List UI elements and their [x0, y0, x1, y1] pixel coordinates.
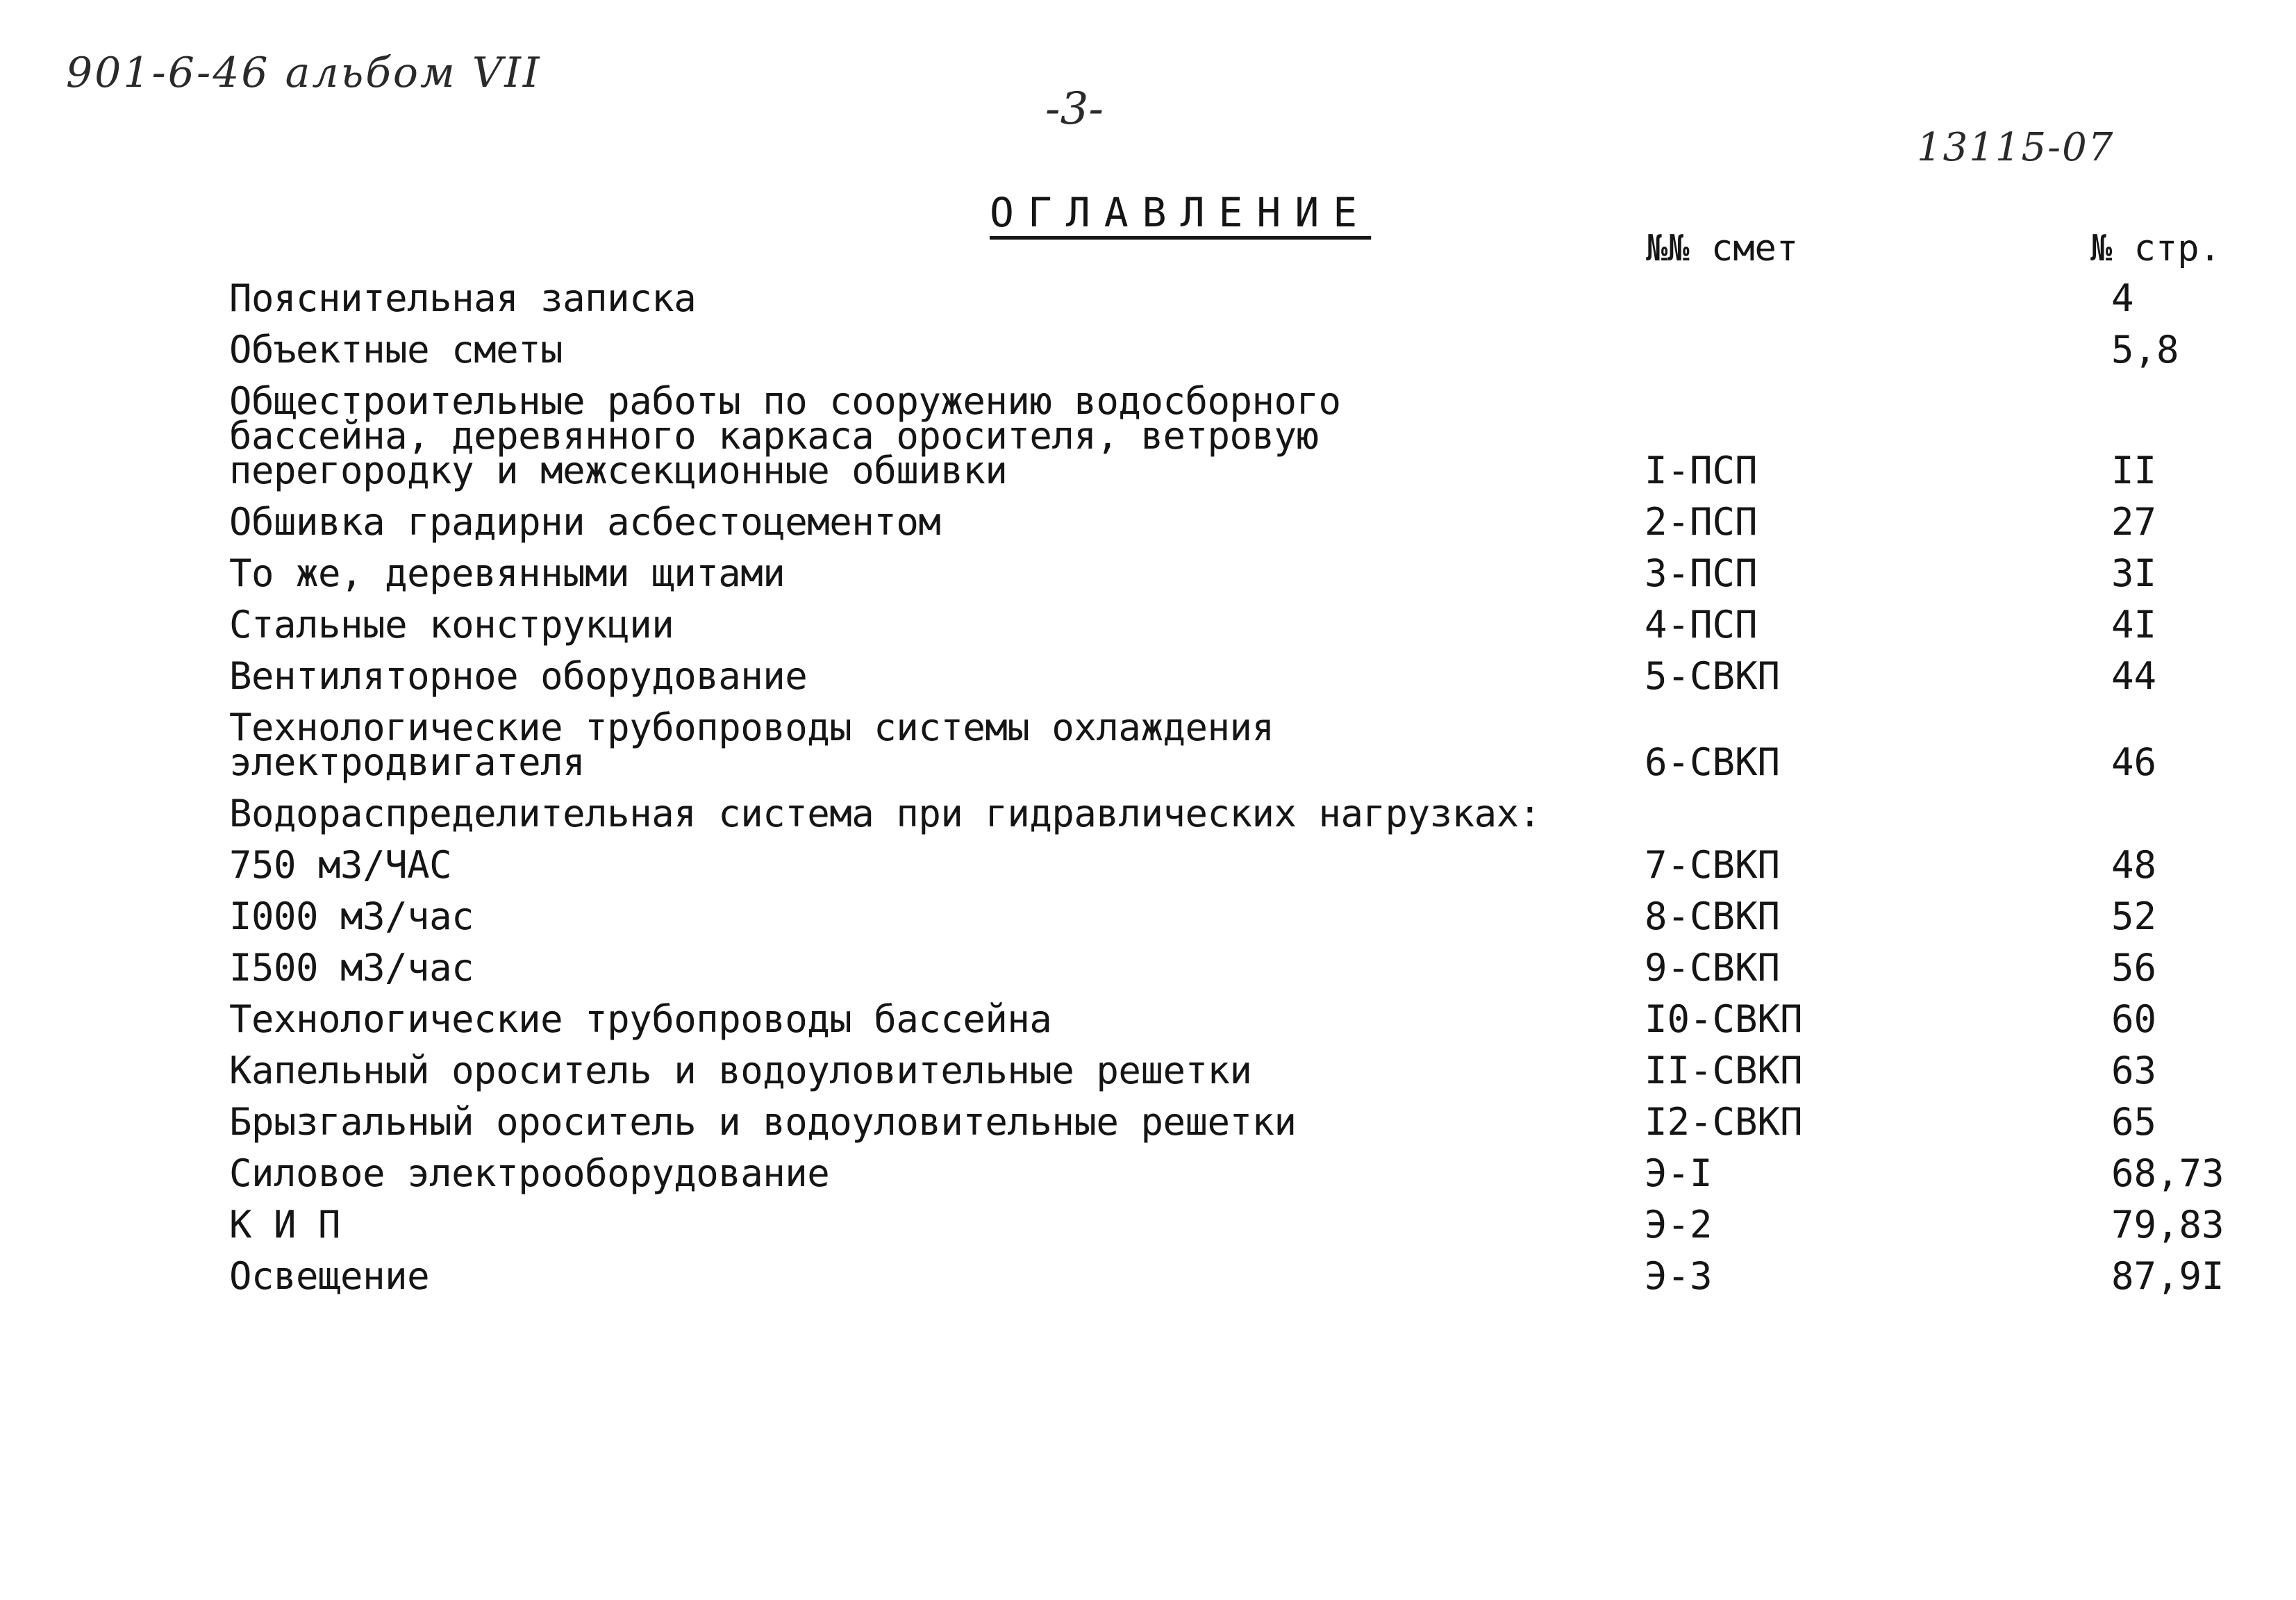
toc-row-page: 27 [2111, 500, 2157, 544]
toc-row-page: 52 [2111, 894, 2157, 938]
toc-row-title: Брызгальный ороситель и водоуловительные решетки [229, 1100, 1297, 1144]
toc-row-estimate: Э-2 [1645, 1203, 1713, 1247]
toc-row-estimate: I0-СВКП [1645, 997, 1803, 1041]
toc-row-title: I000 м3/час [229, 894, 474, 938]
document-code: 13115-07 [1917, 125, 2115, 170]
toc-row-title: I500 м3/час [229, 946, 474, 990]
toc-row-title: перегородку и межсекционные обшивки [229, 449, 1008, 492]
toc-row-title: Силовое электрооборудование [229, 1151, 830, 1195]
toc-row-estimate: 3-ПСП [1645, 551, 1758, 595]
toc-row-title: Технологические трубопроводы бассейна [229, 997, 1052, 1041]
toc-row-page: 48 [2111, 843, 2157, 887]
toc-title: ОГЛАВЛЕНИЕ [990, 189, 1372, 236]
column-header-pages: № стр. [2090, 228, 2221, 269]
album-reference: 901-6-46 альбом VII [66, 49, 542, 97]
toc-row-title: бассейна, деревянного каркаса оросителя, ветровую [229, 414, 1319, 458]
page-number: -3- [1045, 83, 1104, 135]
toc-row-title: Общестроительные работы по сооружению водосборного [229, 379, 1341, 423]
toc-row-title: Объектные сметы [229, 328, 563, 372]
toc-row-title: К И П [229, 1203, 341, 1247]
toc-row-estimate: Э-I [1645, 1151, 1713, 1195]
toc-row-page: 60 [2111, 997, 2157, 1041]
column-header-estimates: №№ смет [1646, 228, 1799, 269]
toc-row-estimate: Э-3 [1645, 1254, 1713, 1298]
toc-row-estimate: II-СВКП [1645, 1049, 1803, 1092]
toc-row-page: 79,83 [2111, 1203, 2224, 1247]
toc-row-page: 68,73 [2111, 1151, 2224, 1195]
toc-row-estimate: 2-ПСП [1645, 500, 1758, 544]
toc-row-page: 56 [2111, 946, 2157, 990]
toc-row-page: 5,8 [2111, 328, 2179, 372]
toc-row-title: 750 м3/ЧАС [229, 843, 452, 887]
toc-row-title: Вентиляторное оборудование [229, 654, 808, 698]
toc-row-title: Обшивка градирни асбестоцементом [229, 500, 941, 544]
toc-row-estimate: 9-СВКП [1645, 946, 1781, 990]
toc-row-title: Стальные конструкции [229, 603, 674, 647]
toc-row-estimate: 4-ПСП [1645, 603, 1758, 647]
toc-row-page: 4 [2111, 276, 2134, 320]
toc-row-title: электродвигателя [229, 740, 585, 784]
toc-row-title: Освещение [229, 1254, 430, 1298]
toc-row-estimate: 5-СВКП [1645, 654, 1781, 698]
toc-row-estimate: 6-СВКП [1645, 740, 1781, 784]
toc-row-title: Технологические трубопроводы системы охлаждения [229, 706, 1274, 749]
toc-row-title: Капельный ороситель и водоуловительные решетки [229, 1049, 1252, 1092]
toc-row-estimate: I-ПСП [1645, 449, 1758, 492]
toc-row-page: 65 [2111, 1100, 2157, 1144]
toc-row-page: 46 [2111, 740, 2157, 784]
toc-row-page: 63 [2111, 1049, 2157, 1092]
toc-row-estimate: 7-СВКП [1645, 843, 1781, 887]
toc-row-page: 4I [2111, 603, 2157, 647]
toc-row-title: То же, деревянными щитами [229, 551, 785, 595]
toc-row-title: Водораспределительная система при гидравлических нагрузках: [229, 792, 1541, 835]
toc-row-estimate: I2-СВКП [1645, 1100, 1803, 1144]
toc-row-title: Пояснительная записка [229, 276, 697, 320]
toc-row-page: 3I [2111, 551, 2157, 595]
toc-row-estimate: 8-СВКП [1645, 894, 1781, 938]
toc-row-page: 44 [2111, 654, 2157, 698]
toc-row-page: II [2111, 449, 2157, 492]
toc-row-page: 87,9I [2111, 1254, 2224, 1298]
